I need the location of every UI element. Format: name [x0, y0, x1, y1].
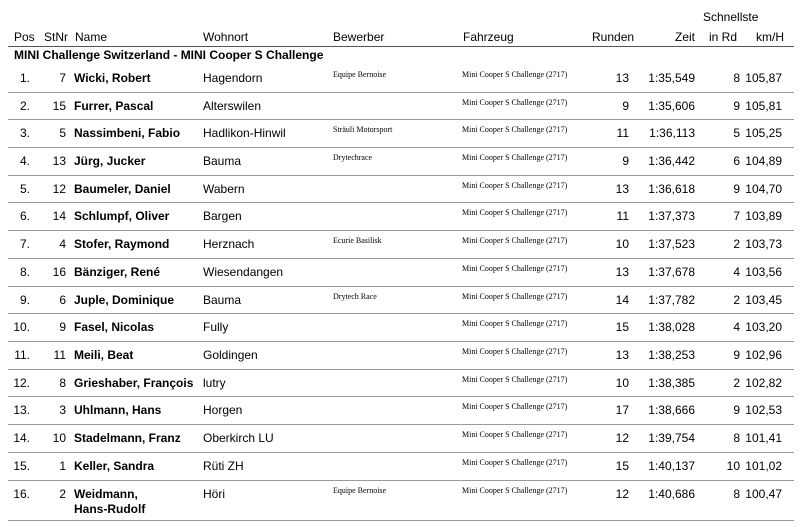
cell-wohnort: Bauma [203, 293, 242, 307]
cell-name: Keller, Sandra [74, 459, 155, 473]
cell-name: Jürg, Jucker [74, 154, 146, 168]
cell-stnr: 3 [59, 403, 66, 417]
cell-wohnort: Goldingen [203, 348, 258, 362]
cell-kmh: 105,25 [745, 126, 782, 140]
cell-stnr: 6 [59, 293, 66, 307]
cell-zeit: 1:36,113 [649, 126, 695, 140]
cell-name: Bänziger, René [74, 265, 161, 279]
cell-stnr: 7 [59, 71, 66, 85]
cell-inrd: 4 [733, 320, 740, 334]
cell-wohnort: Bargen [203, 209, 242, 223]
cell-inrd: 5 [733, 126, 740, 140]
header-inrd: in Rd [709, 30, 738, 44]
cell-kmh: 102,82 [745, 376, 782, 390]
cell-bewerber: Drytech Race [333, 292, 377, 301]
cell-pos: 2. [19, 99, 30, 113]
cell-runden: 11 [616, 209, 629, 223]
cell-kmh: 101,02 [745, 459, 782, 473]
table-row [8, 424, 794, 453]
header-pos: Pos [14, 30, 35, 44]
cell-bewerber: Equipe Bernoise [333, 70, 387, 79]
header-schnellste: Schnellste [703, 10, 759, 24]
cell-inrd: 4 [733, 265, 740, 279]
cell-zeit: 1:38,253 [648, 348, 695, 362]
cell-kmh: 104,70 [745, 182, 782, 196]
table-row [8, 396, 794, 425]
cell-stnr: 8 [59, 376, 66, 390]
cell-pos: 15. [13, 459, 30, 473]
cell-runden: 10 [615, 237, 629, 251]
cell-wohnort: Hadlikon-Hinwil [203, 126, 286, 140]
cell-stnr: 11 [53, 348, 66, 362]
table-row [8, 341, 794, 370]
cell-name: Meili, Beat [74, 348, 134, 362]
table-row [8, 147, 794, 176]
cell-kmh: 102,96 [745, 348, 782, 362]
section-title: MINI Challenge Switzerland - MINI Cooper S Challenge [14, 48, 324, 62]
cell-zeit: 1:37,523 [648, 237, 695, 251]
cell-kmh: 103,89 [745, 209, 782, 223]
cell-inrd: 9 [733, 182, 740, 196]
cell-runden: 12 [615, 487, 629, 501]
cell-inrd: 8 [733, 71, 740, 85]
cell-runden: 17 [615, 403, 629, 417]
cell-fahrzeug: Mini Cooper S Challenge (2717) [462, 264, 568, 273]
table-row [8, 452, 794, 481]
header-name: Name [75, 30, 108, 44]
cell-stnr: 10 [52, 431, 66, 445]
cell-zeit: 1:36,442 [648, 154, 695, 168]
cell-wohnort: Bauma [203, 154, 242, 168]
cell-fahrzeug: Mini Cooper S Challenge (2717) [462, 181, 568, 190]
table-row [8, 119, 794, 148]
cell-zeit: 1:39,754 [648, 431, 695, 445]
cell-kmh: 103,45 [745, 293, 782, 307]
cell-pos: 9. [19, 293, 30, 307]
cell-wohnort: Fully [203, 320, 229, 334]
cell-bewerber: Ecurie Basilisk [333, 236, 382, 245]
cell-inrd: 2 [733, 237, 740, 251]
cell-pos: 12. [13, 376, 30, 390]
cell-wohnort: Höri [203, 487, 226, 501]
cell-fahrzeug: Mini Cooper S Challenge (2717) [462, 430, 568, 439]
cell-fahrzeug: Mini Cooper S Challenge (2717) [462, 375, 568, 384]
cell-runden: 13 [615, 348, 629, 362]
cell-bewerber: Sträuli Motorsport [333, 125, 393, 134]
cell-kmh: 103,20 [745, 320, 782, 334]
cell-runden: 9 [622, 154, 629, 168]
cell-name: Stofer, Raymond [74, 237, 170, 251]
cell-fahrzeug: Mini Cooper S Challenge (2717) [462, 347, 568, 356]
header-stnr: StNr [44, 30, 68, 44]
cell-fahrzeug: Mini Cooper S Challenge (2717) [462, 486, 568, 495]
cell-runden: 13 [615, 182, 629, 196]
cell-kmh: 100,47 [745, 487, 782, 501]
cell-inrd: 8 [733, 487, 740, 501]
cell-kmh: 101,41 [745, 431, 782, 445]
cell-inrd: 7 [733, 209, 740, 223]
cell-pos: 7. [19, 237, 30, 251]
cell-pos: 6. [19, 209, 30, 223]
cell-inrd: 6 [733, 154, 740, 168]
header-fahrzeug: Fahrzeug [463, 30, 514, 44]
cell-stnr: 2 [59, 487, 66, 501]
cell-bewerber: Equipe Bernoise [333, 486, 387, 495]
cell-zeit: 1:38,028 [648, 320, 695, 334]
cell-stnr: 15 [52, 99, 66, 113]
cell-inrd: 9 [733, 403, 740, 417]
table-row [8, 202, 794, 231]
cell-wohnort: lutry [203, 376, 226, 390]
cell-zeit: 1:37,678 [648, 265, 695, 279]
cell-pos: 5. [19, 182, 30, 196]
cell-stnr: 9 [59, 320, 66, 334]
cell-stnr: 1 [59, 459, 66, 473]
cell-fahrzeug: Mini Cooper S Challenge (2717) [462, 98, 568, 107]
cell-wohnort: Horgen [203, 403, 243, 417]
cell-pos: 10. [13, 320, 30, 334]
cell-inrd: 10 [726, 459, 740, 473]
cell-name: Stadelmann, Franz [74, 431, 181, 445]
cell-inrd: 9 [733, 99, 740, 113]
table-row [8, 175, 794, 203]
table-row [8, 230, 794, 259]
cell-zeit: 1:36,618 [648, 182, 695, 196]
cell-stnr: 14 [52, 209, 66, 223]
cell-fahrzeug: Mini Cooper S Challenge (2717) [462, 236, 568, 245]
cell-runden: 13 [615, 265, 629, 279]
cell-zeit: 1:38,666 [648, 403, 695, 417]
table-row [8, 369, 794, 397]
cell-fahrzeug: Mini Cooper S Challenge (2717) [462, 458, 568, 467]
cell-name: Schlumpf, Oliver [74, 209, 170, 223]
table-row [8, 64, 794, 93]
cell-inrd: 2 [733, 376, 740, 390]
cell-inrd: 8 [733, 431, 740, 445]
cell-zeit: 1:40,686 [648, 487, 695, 501]
cell-fahrzeug: Mini Cooper S Challenge (2717) [462, 319, 568, 328]
cell-pos: 13. [13, 403, 30, 417]
cell-wohnort: Herznach [203, 237, 255, 251]
cell-pos: 3. [19, 126, 30, 140]
cell-runden: 11 [616, 126, 629, 140]
cell-pos: 14. [13, 431, 30, 445]
cell-runden: 12 [615, 431, 629, 445]
cell-pos: 11. [14, 348, 30, 362]
cell-kmh: 105,87 [745, 71, 782, 85]
cell-stnr: 5 [59, 126, 66, 140]
cell-name-line2: Hans-Rudolf [74, 502, 146, 516]
cell-fahrzeug: Mini Cooper S Challenge (2717) [462, 153, 568, 162]
cell-zeit: 1:37,782 [648, 293, 695, 307]
cell-runden: 10 [615, 376, 629, 390]
cell-inrd: 9 [733, 348, 740, 362]
cell-wohnort: Wiesendangen [203, 265, 284, 279]
cell-wohnort: Oberkirch LU [203, 431, 274, 445]
table-row [8, 480, 794, 521]
cell-wohnort: Wabern [203, 182, 245, 196]
cell-stnr: 4 [59, 237, 66, 251]
cell-bewerber: Drytechrace [333, 153, 373, 162]
cell-runden: 13 [615, 71, 629, 85]
cell-name: Juple, Dominique [74, 293, 175, 307]
cell-pos: 4. [19, 154, 30, 168]
cell-name: Furrer, Pascal [74, 99, 154, 113]
cell-kmh: 103,56 [745, 265, 782, 279]
cell-fahrzeug: Mini Cooper S Challenge (2717) [462, 70, 568, 79]
cell-wohnort: Hagendorn [203, 71, 263, 85]
cell-zeit: 1:37,373 [648, 209, 695, 223]
cell-runden: 9 [622, 99, 629, 113]
cell-runden: 14 [615, 293, 629, 307]
cell-fahrzeug: Mini Cooper S Challenge (2717) [462, 125, 568, 134]
cell-pos: 8. [19, 265, 30, 279]
table-row [8, 92, 794, 120]
cell-kmh: 105,81 [745, 99, 782, 113]
cell-pos: 1. [19, 71, 30, 85]
cell-name: Nassimbeni, Fabio [74, 126, 181, 140]
cell-zeit: 1:35,606 [648, 99, 695, 113]
cell-fahrzeug: Mini Cooper S Challenge (2717) [462, 208, 568, 217]
cell-name: Grieshaber, François [74, 376, 194, 390]
cell-stnr: 16 [52, 265, 66, 279]
table-row [8, 313, 794, 342]
header-bewerber: Bewerber [333, 30, 385, 44]
header-kmh: km/H [756, 30, 784, 44]
cell-zeit: 1:40,137 [648, 459, 695, 473]
cell-zeit: 1:38,385 [648, 376, 695, 390]
cell-wohnort: Rüti ZH [203, 459, 244, 473]
cell-name: Wicki, Robert [74, 71, 151, 85]
cell-runden: 15 [615, 320, 629, 334]
cell-fahrzeug: Mini Cooper S Challenge (2717) [462, 292, 568, 301]
cell-wohnort: Alterswilen [203, 99, 262, 113]
cell-stnr: 12 [52, 182, 66, 196]
cell-kmh: 102,53 [745, 403, 782, 417]
cell-name: Baumeler, Daniel [74, 182, 171, 196]
table-row [8, 258, 794, 287]
header-zeit: Zeit [675, 30, 696, 44]
cell-stnr: 13 [52, 154, 66, 168]
cell-kmh: 103,73 [745, 237, 782, 251]
cell-inrd: 2 [733, 293, 740, 307]
cell-kmh: 104,89 [745, 154, 782, 168]
cell-fahrzeug: Mini Cooper S Challenge (2717) [462, 402, 568, 411]
header-wohnort: Wohnort [203, 30, 249, 44]
cell-pos: 16. [13, 487, 30, 501]
cell-zeit: 1:35,549 [648, 71, 695, 85]
cell-runden: 15 [615, 459, 629, 473]
cell-name: Weidmann, [74, 487, 138, 501]
header-divider [8, 46, 794, 47]
cell-name: Uhlmann, Hans [74, 403, 162, 417]
table-row [8, 286, 794, 314]
cell-name: Fasel, Nicolas [74, 320, 155, 334]
header-runden: Runden [592, 30, 635, 44]
